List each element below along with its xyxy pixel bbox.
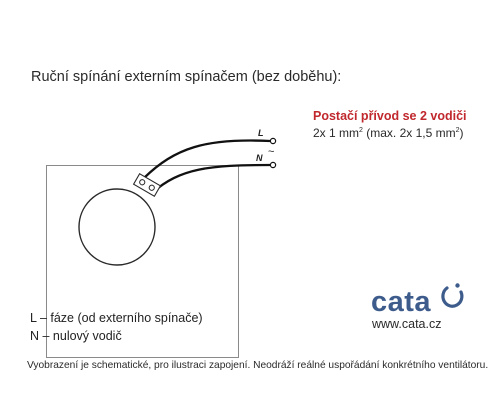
logo-wordmark: cata (371, 286, 432, 318)
legend-phase: L – fáze (od externího spínače) (30, 311, 203, 325)
spec-sup-1: 2 (359, 127, 363, 134)
fan-opening (79, 189, 155, 265)
logo-swirl-icon (443, 288, 462, 306)
wire-label-n: N (256, 153, 263, 163)
spec-mid: (max. 2x 1,5 mm (362, 126, 456, 140)
spec-main: 2x 1 mm (313, 126, 360, 140)
disclaimer-text: Vyobrazení je schematické, pro ilustraci zapojení. Neodráží reálné uspořádání konkrétního ventilátoru. (27, 360, 489, 371)
spec-sup-2: 2 (455, 127, 460, 134)
legend-neutral: N – nulový vodič (30, 329, 122, 343)
terminal-l (270, 138, 275, 143)
wire-label-l: L (258, 128, 264, 138)
supply-requirement-title: Postačí přívod se 2 vodiči (313, 109, 467, 123)
switch-symbol: ~ (268, 146, 275, 158)
diagram-heading: Ruční spínání externím spínačem (bez doběhu): (31, 69, 342, 85)
spec-end: ) (459, 126, 464, 140)
terminal-n (270, 162, 275, 167)
website-link[interactable]: www.cata.cz (372, 317, 442, 331)
cata-logo (371, 283, 462, 318)
